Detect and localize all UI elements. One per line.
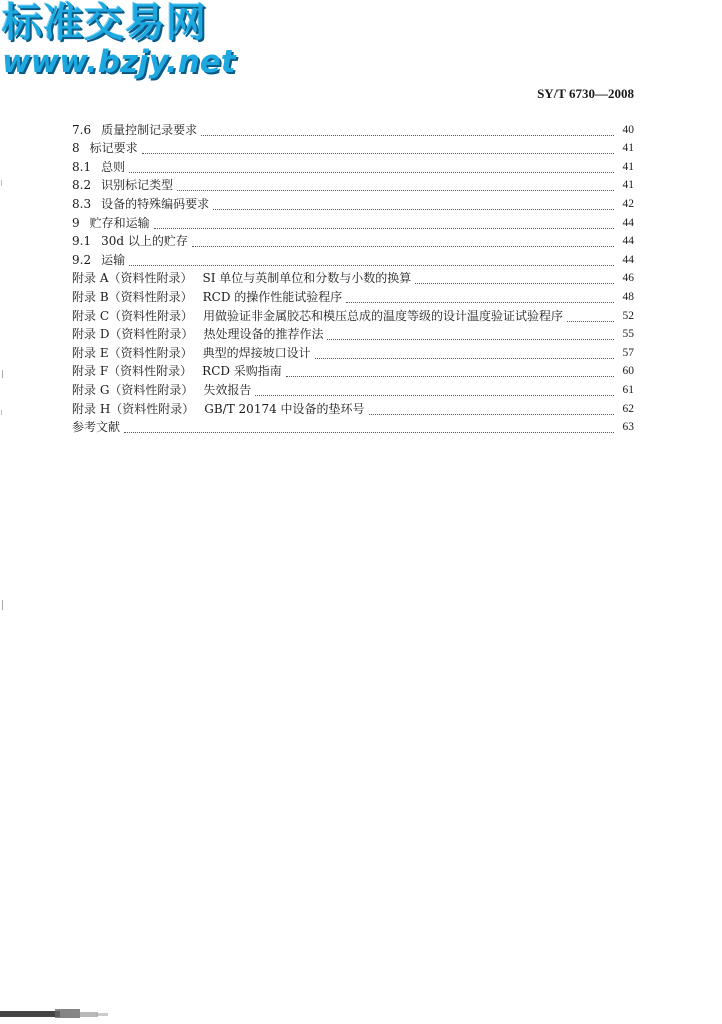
- toc-entry-number: 附录 A（资料性附录）: [72, 271, 193, 286]
- toc-dot-leader: [192, 245, 614, 247]
- toc-entry-page: 52: [622, 309, 634, 322]
- toc-entry-number: 7.6: [72, 122, 92, 137]
- toc-entry-number: 8: [72, 141, 80, 156]
- toc-entry-title: 失效报告: [203, 382, 252, 397]
- toc-entry-title: 总则: [101, 159, 126, 174]
- toc-entry-page: 46: [622, 272, 634, 285]
- toc-entry-number: 附录 F（资料性附录）: [72, 364, 193, 379]
- toc-entry-number: 附录 B（资料性附录）: [72, 289, 193, 304]
- standard-code: SY/T 6730—2008: [537, 86, 634, 101]
- toc-entry-number: 9.2: [72, 252, 92, 267]
- toc-entry-title: 运输: [101, 252, 126, 267]
- toc-entry: [72, 156, 634, 175]
- toc-entry-title: RCD 的操作性能试验程序: [202, 289, 343, 304]
- toc-entry-page: 41: [622, 142, 634, 155]
- toc-dot-leader: [142, 152, 614, 154]
- toc-entry-number: 附录 H（资料性附录）: [72, 401, 195, 416]
- toc-entry: [72, 398, 634, 417]
- toc-entry-title: 标记要求: [89, 141, 138, 156]
- toc-dot-leader: [346, 301, 614, 303]
- toc-entry-page: 63: [622, 421, 634, 434]
- toc-entry-number: 附录 C（资料性附录）: [72, 308, 193, 323]
- toc-entry: [72, 138, 634, 157]
- toc-entry: [72, 175, 634, 194]
- toc-entry-number: 附录 E（资料性附录）: [72, 345, 193, 360]
- toc-entry-title: 质量控制记录要求: [101, 122, 198, 137]
- toc-entry-title: 参考文献: [72, 420, 121, 435]
- watermark-url: www.bzjy.net: [2, 44, 236, 80]
- toc-entry-title: RCD 采购指南: [202, 364, 282, 379]
- toc-entry-page: 41: [622, 179, 634, 192]
- watermark-title: 标准交易网: [2, 0, 207, 46]
- toc-entry-page: 48: [622, 290, 634, 303]
- toc-entry-title: 30d 以上的贮存: [101, 234, 188, 249]
- toc-entry-page: 44: [622, 253, 634, 266]
- toc-entry-number: 9: [72, 215, 80, 230]
- toc-dot-leader: [129, 171, 614, 173]
- toc-entry: [72, 417, 634, 436]
- toc-entry-number: 附录 G（资料性附录）: [72, 382, 194, 397]
- toc-dot-leader: [124, 431, 614, 433]
- toc-dot-leader: [213, 208, 614, 210]
- toc-entry-number: 附录 D（资料性附录）: [72, 327, 194, 342]
- toc-entry-number: 8.3: [72, 196, 92, 211]
- toc-entry: [72, 361, 634, 380]
- toc-dot-leader: [369, 413, 614, 415]
- toc-entry-title: 用做验证非金属胶芯和模压总成的温度等级的设计温度验证试验程序: [203, 308, 564, 323]
- toc-dot-leader: [201, 134, 614, 136]
- toc-entry: [72, 193, 634, 212]
- toc-dot-leader: [327, 338, 614, 340]
- toc-entry-page: 60: [622, 365, 634, 378]
- toc-entry: [72, 119, 634, 138]
- toc-entry-number: 9.1: [72, 234, 92, 249]
- toc-entry: [72, 286, 634, 305]
- toc-entry: [72, 268, 634, 287]
- toc-entry-number: 8.2: [72, 178, 92, 193]
- toc-entry: [72, 305, 634, 324]
- toc-entry-title: 识别标记类型: [101, 178, 174, 193]
- toc-entry-page: 55: [622, 328, 634, 341]
- toc-entry-number: 8.1: [72, 159, 92, 174]
- toc-entry-title: 热处理设备的推荐作法: [203, 327, 324, 342]
- toc-entry-page: 40: [622, 123, 634, 136]
- toc-dot-leader: [154, 227, 614, 229]
- scan-noise-left: [0, 180, 6, 620]
- toc-entry-title: SI 单位与英制单位和分数与小数的换算: [202, 271, 412, 286]
- toc-entry-title: 贮存和运输: [89, 215, 150, 230]
- toc-entry-title: GB/T 20174 中设备的垫环号: [204, 401, 365, 416]
- toc-entry-page: 41: [622, 160, 634, 173]
- toc-dot-leader: [129, 264, 614, 266]
- toc-entry-page: 44: [622, 216, 634, 229]
- toc-dot-leader: [415, 282, 614, 284]
- toc-entry: [72, 249, 634, 268]
- toc-entry-page: 44: [622, 235, 634, 248]
- watermark-logo: [0, 0, 236, 90]
- table-of-contents: [72, 119, 634, 435]
- toc-entry-page: 57: [622, 346, 634, 359]
- toc-dot-leader: [255, 394, 614, 396]
- toc-dot-leader: [315, 357, 614, 359]
- toc-entry: [72, 212, 634, 231]
- toc-dot-leader: [177, 189, 614, 191]
- toc-entry: [72, 342, 634, 361]
- toc-entry-title: 设备的特殊编码要求: [101, 196, 210, 211]
- toc-entry: [72, 379, 634, 398]
- scan-noise-bottom: [0, 1007, 110, 1024]
- toc-entry-page: 62: [622, 402, 634, 415]
- toc-dot-leader: [567, 320, 614, 322]
- toc-entry: [72, 324, 634, 343]
- toc-dot-leader: [286, 375, 614, 377]
- toc-entry-page: 42: [622, 197, 634, 210]
- toc-entry: [72, 231, 634, 250]
- toc-entry-page: 61: [622, 383, 634, 396]
- toc-entry-title: 典型的焊接坡口设计: [202, 345, 311, 360]
